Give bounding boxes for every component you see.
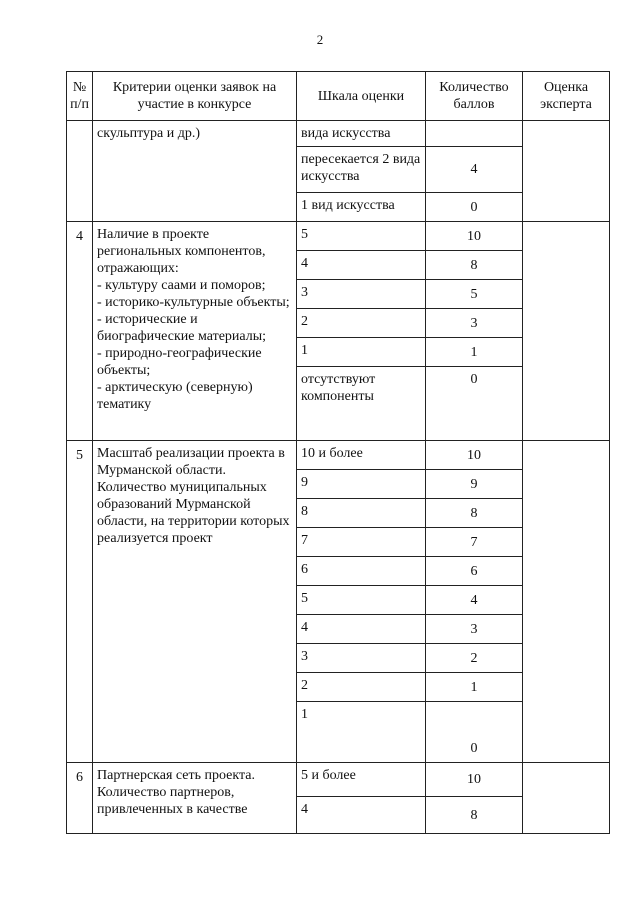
table-row <box>67 763 610 797</box>
scale-cell: 3 <box>297 644 426 673</box>
scale-cell: 1 <box>297 702 426 763</box>
points-cell <box>426 121 523 147</box>
scale-cell: 4 <box>297 797 426 834</box>
expert-cell <box>523 121 610 222</box>
expert-cell <box>523 763 610 834</box>
points-cell: 10 <box>426 222 523 251</box>
table-header-row <box>67 72 610 121</box>
points-cell: 4 <box>426 147 523 193</box>
scale-cell: 1 <box>297 338 426 367</box>
table-row <box>67 441 610 470</box>
expert-cell <box>523 441 610 763</box>
header-num: № п/п <box>67 72 93 121</box>
scale-cell: отсутствуют компоненты <box>297 367 426 441</box>
points-cell: 6 <box>426 557 523 586</box>
criteria-cell: Наличие в проекте региональных компонентов, отражающих: - культуру саами и поморов; - историко-культурные объекты; - исторические и биографические материалы; - природно-географические объекты; - арктическую (северную) тематику <box>93 222 297 441</box>
scale-cell: 2 <box>297 309 426 338</box>
points-cell: 10 <box>426 441 523 470</box>
scale-cell: 1 вид искусства <box>297 193 426 222</box>
points-cell: 1 <box>426 673 523 702</box>
points-cell: 8 <box>426 499 523 528</box>
header-points: Количество баллов <box>426 72 523 121</box>
criteria-cell: Партнерская сеть проекта. Количество партнеров, привлеченных в качестве <box>93 763 297 834</box>
points-cell: 9 <box>426 470 523 499</box>
page-number: 2 <box>316 32 324 47</box>
table-row <box>67 222 610 251</box>
points-cell: 7 <box>426 528 523 557</box>
points-cell: 8 <box>426 251 523 280</box>
header-criteria: Критерии оценки заявок на участие в конкурсе <box>93 72 297 121</box>
scale-cell: 5 <box>297 222 426 251</box>
points-cell: 0 <box>426 367 523 441</box>
scale-cell: 9 <box>297 470 426 499</box>
points-cell: 8 <box>426 797 523 834</box>
row-number-cell: 4 <box>67 222 93 441</box>
header-expert: Оценка эксперта <box>523 72 610 121</box>
expert-cell <box>523 222 610 441</box>
scale-cell: 4 <box>297 251 426 280</box>
criteria-table <box>66 71 610 834</box>
scale-cell: вида искусства <box>297 121 426 147</box>
header-scale: Шкала оценки <box>297 72 426 121</box>
scale-cell: 4 <box>297 615 426 644</box>
points-cell: 1 <box>426 338 523 367</box>
scale-cell: 3 <box>297 280 426 309</box>
table-row <box>67 121 610 147</box>
points-cell: 0 <box>426 702 523 763</box>
row-number-cell <box>67 121 93 222</box>
points-cell: 2 <box>426 644 523 673</box>
points-cell: 3 <box>426 309 523 338</box>
scale-cell: 10 и более <box>297 441 426 470</box>
points-cell: 4 <box>426 586 523 615</box>
points-cell: 5 <box>426 280 523 309</box>
scale-cell: 8 <box>297 499 426 528</box>
points-cell: 0 <box>426 193 523 222</box>
row-number-cell: 5 <box>67 441 93 763</box>
scale-cell: 2 <box>297 673 426 702</box>
points-cell: 3 <box>426 615 523 644</box>
row-number-cell: 6 <box>67 763 93 834</box>
scale-cell: 5 и более <box>297 763 426 797</box>
points-cell: 10 <box>426 763 523 797</box>
criteria-cell: Масштаб реализации проекта в Мурманской области. Количество муниципальных образований Мурманской области, на территории которых реализуется проект <box>93 441 297 763</box>
scale-cell: 7 <box>297 528 426 557</box>
criteria-cell: скульптура и др.) <box>93 121 297 222</box>
scale-cell: пересекается 2 вида искусства <box>297 147 426 193</box>
scale-cell: 5 <box>297 586 426 615</box>
scale-cell: 6 <box>297 557 426 586</box>
